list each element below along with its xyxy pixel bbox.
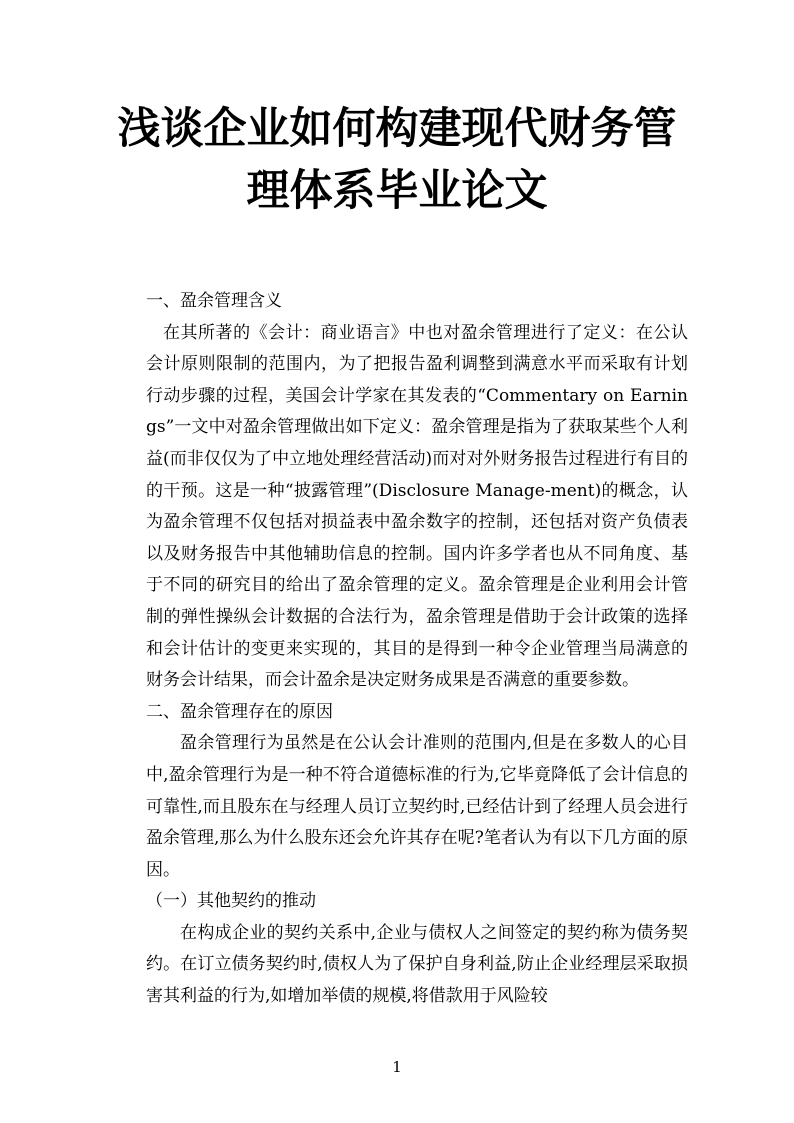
section-heading-3: （一）其他契约的推动: [146, 891, 316, 912]
paragraph-1: 在其所著的《会计：商业语言》中也对盈余管理进行了定义：在公认会计原则限制的范围内，为了把报告盈利调整到满意水平而采取有计划行动步骤的过程，美国会计学家在其发表的“Commentary on Earnings”一文中对盈余管理做出如下定义：盈余管理是指为了获取某些个人利益(而非仅仅为了中立地处理经营活动)而对对外财务报告过程进行有目的的干预。这是一种“披露管理”(Disclosure Manage-ment)的概念，认为盈余管理不仅包括对损益表中盈余数字的控制，还包括对资产负债表以及财务报告中其他辅助信息的控制。国内许多学者也从不同角度、基于不同的研究目的给出了盈余管理的定义。盈余管理是企业利用会计管制的弹性操纵会计数据的合法行为，盈余管理是借助于会计政策的选择和会计估计的变更来实现的，其目的是得到一种令企业管理当局满意的财务会计结果，而会计盈余是决定财务成果是否满意的重要参数。: [146, 322, 688, 691]
paragraph-3: 在构成企业的契约关系中,企业与债权人之间签定的契约称为债务契约。在订立债务契约时,债权人为了保护自身利益,防止企业经理层采取损害其利益的行为,如增加举债的规模,将借款用于风险较: [146, 922, 688, 1007]
page-number: 1: [392, 1058, 402, 1076]
document-title: 浅谈企业如何构建现代财务管理体系毕业论文: [117, 104, 677, 216]
section-heading-1: 一、盈余管理含义: [146, 291, 282, 311]
section-heading-2: 二、盈余管理存在的原因: [146, 701, 333, 722]
document-body: [146, 286, 688, 1013]
paragraph-2: 盈余管理行为虽然是在公认会计准则的范围内,但是在多数人的心目中,盈余管理行为是一种不符合道德标准的行为,它毕竟降低了会计信息的可靠性,而且股东在与经理人员订立契约时,已经估计到了经理人员会进行盈余管理,那么为什么股东还会允许其存在呢?笔者认为有以下几方面的原因。: [146, 733, 688, 880]
